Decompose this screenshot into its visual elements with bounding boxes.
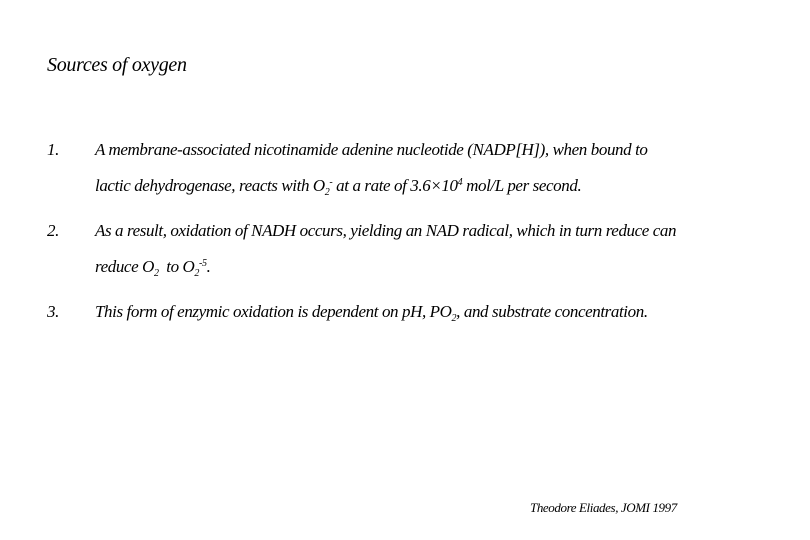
item-text-line: This form of enzymic oxidation is dependent on pH, $PO_2$, and substrate concentration. — [95, 302, 648, 324]
item-text-line: A membrane-associated nicotinamide adenine nucleotide (NADP[H]), when bound to — [95, 140, 648, 159]
item-text-line: As a result, oxidation of NADH occurs, yielding an NAD radical, which in turn reduce can — [95, 221, 677, 240]
item-text-line: reduce $O_2$ to $O_2^{-5}$. — [95, 257, 211, 279]
citation: Theodore Eliades, JOMI 1997 — [530, 500, 677, 515]
item-number: 2. — [47, 221, 59, 240]
item-number: 3. — [47, 302, 59, 321]
item-text-line: lactic dehydrogenase, reacts with $O_2^-$ at a rate of $3.6\times 10^4$ mol/L per second. — [95, 176, 582, 198]
item-number: 1. — [47, 140, 59, 159]
slide-title: Sources of oxygen — [47, 54, 187, 76]
